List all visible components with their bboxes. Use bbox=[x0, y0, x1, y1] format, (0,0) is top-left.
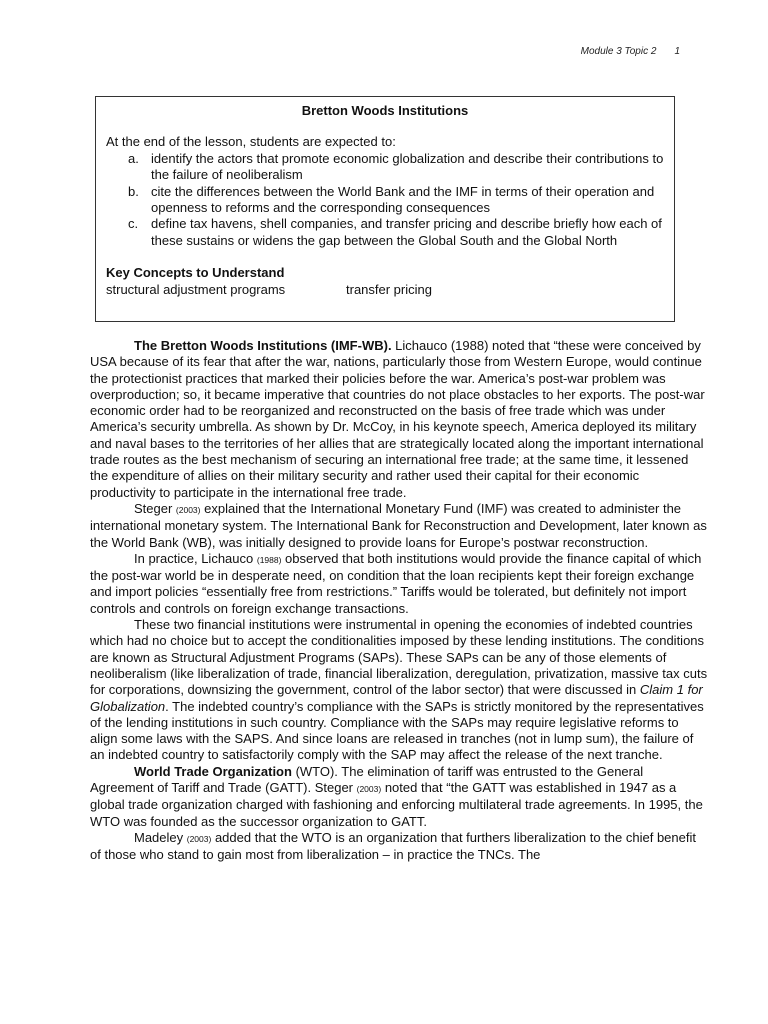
paragraph-lichauco bbox=[90, 551, 708, 617]
objective-label: a. bbox=[128, 150, 139, 166]
section-heading-imf-wb: The Bretton Woods Institutions (IMF-WB). bbox=[134, 338, 392, 353]
paragraph-text: (WTO). The elimination of tariff was entrusted to the General Agreement of Tariff and Trade (GATT). Steger bbox=[90, 763, 644, 796]
paragraph-text: Steger bbox=[134, 500, 176, 516]
italic-reference: Claim 1 for Globalization bbox=[90, 682, 703, 714]
key-concepts-row bbox=[106, 282, 664, 298]
citation-year: (2003) bbox=[356, 784, 382, 795]
paragraph-text: In practice, Lichauco bbox=[134, 550, 257, 566]
paragraph-text: noted that “the GATT was established in 1947 as a global trade organization charged with fashioning and enforcing multilateral trade agreements. In 1995, the WTO was founded as the successor organization to GATT. bbox=[90, 780, 703, 829]
objective-text: identify the actors that promote economic globalization and describe their contributions to the failure of neoliberalism bbox=[151, 150, 664, 183]
paragraph-saps bbox=[90, 617, 708, 764]
objective-label: c. bbox=[128, 216, 139, 232]
module-label: Module 3 Topic 2 bbox=[580, 46, 657, 57]
objective-label: b. bbox=[128, 183, 139, 199]
objective-item bbox=[106, 216, 664, 249]
paragraph-text: explained that the International Monetary Fund (IMF) was created to administer the international monetary system. The International Bank for Reconstruction and Development, later known as the World Bank (WB), was initially designed to provide loans for Europe’s postwar reconstruction. bbox=[90, 500, 707, 550]
objective-text: define tax havens, shell companies, and transfer pricing and describe briefly how each of these sustains or widens the gap between the Global South and the Global North bbox=[151, 216, 662, 248]
key-concepts-title: Key Concepts to Understand bbox=[106, 265, 285, 281]
citation-year: (1988) bbox=[256, 554, 282, 565]
paragraph-steger bbox=[90, 501, 708, 551]
objective-item bbox=[106, 151, 664, 184]
objectives-list bbox=[106, 151, 664, 249]
paragraph-text: Madeley bbox=[134, 829, 187, 845]
page-number: 1 bbox=[674, 46, 680, 57]
paragraph-wto bbox=[90, 764, 708, 830]
citation-year: (2003) bbox=[186, 833, 212, 844]
objectives-intro: At the end of the lesson, students are expected to: bbox=[106, 134, 396, 150]
key-concept: structural adjustment programs bbox=[106, 281, 286, 297]
paragraph-text: These two financial institutions were instrumental in opening the economies of indebted countries which had no choice but to accept the conditionalities imposed by these lending institutions. The conditions are known as Structural Adjustment Programs (SAPs). These SAPs can be any of those elements of neoliberalism (like liberalization of trade, financial liberalization, deregulation, privatization, massive tax cuts for corporations, downsizing the government, control of the labor sector) that were discussed in bbox=[90, 617, 708, 698]
key-concept: transfer pricing bbox=[346, 281, 432, 297]
objectives-box bbox=[95, 96, 675, 322]
paragraph-text: added that the WTO is an organization that furthers liberalization to the chief benefit of those who stand to gain most from liberalization – in practice the TNCs. The bbox=[90, 829, 696, 863]
paragraph-text: Lichauco (1988) noted that “these were conceived by USA because of its fear that after the war, nations, particularly those from Western Europe, would continue the protectionist practices that marked their policies before the war. America’s post-war problem was overproduction; so, it became imperative that countries do not place obstacles to her exports. The post-war economic order had to be reorganized and reconstructed on the basis of free trade which was under America’s security umbrella. As shown by Dr. McCoy, in his keynote speech, America deployed its military and naval bases to the territories of her allies that are strategically located along the important international trade routes as the best mechanism of securing an international free trade; at the same time, it lessened the expenditure of allies on their military security and rather used their capital for their economic productivity to participate in the international free trade. bbox=[90, 338, 705, 500]
paragraph-text: observed that both institutions would provide the finance capital of which the post-war world be in desperate need, on condition that the loan recipients kept their foreign exchange and import policies “essentially free from restrictions.” Tariffs would be tolerated, but definitely not import controls and controls on foreign exchange transactions. bbox=[90, 550, 702, 616]
objective-item bbox=[106, 184, 664, 217]
citation-year: (2003) bbox=[175, 504, 201, 515]
objective-text: cite the differences between the World Bank and the IMF in terms of their operation and openness to reforms and the corresponding consequences bbox=[151, 183, 655, 216]
paragraph-bretton-woods bbox=[90, 338, 708, 501]
section-heading-wto: World Trade Organization bbox=[134, 763, 292, 779]
box-title: Bretton Woods Institutions bbox=[301, 103, 469, 118]
page-header bbox=[581, 46, 680, 57]
paragraph-madeley bbox=[90, 830, 708, 864]
paragraph-text: . The indebted country’s compliance with the SAPs is strictly monitored by the representatives of the lending institutions in such country. Compliance with the SAPs may require legislative reforms to align some laws with the SAPS. And since loans are released in tranches (not in lump sum), the failure of an indebted country to satisfactorily comply with the SAP may affect the release of the next tranche. bbox=[90, 698, 704, 763]
body-text bbox=[90, 338, 708, 864]
